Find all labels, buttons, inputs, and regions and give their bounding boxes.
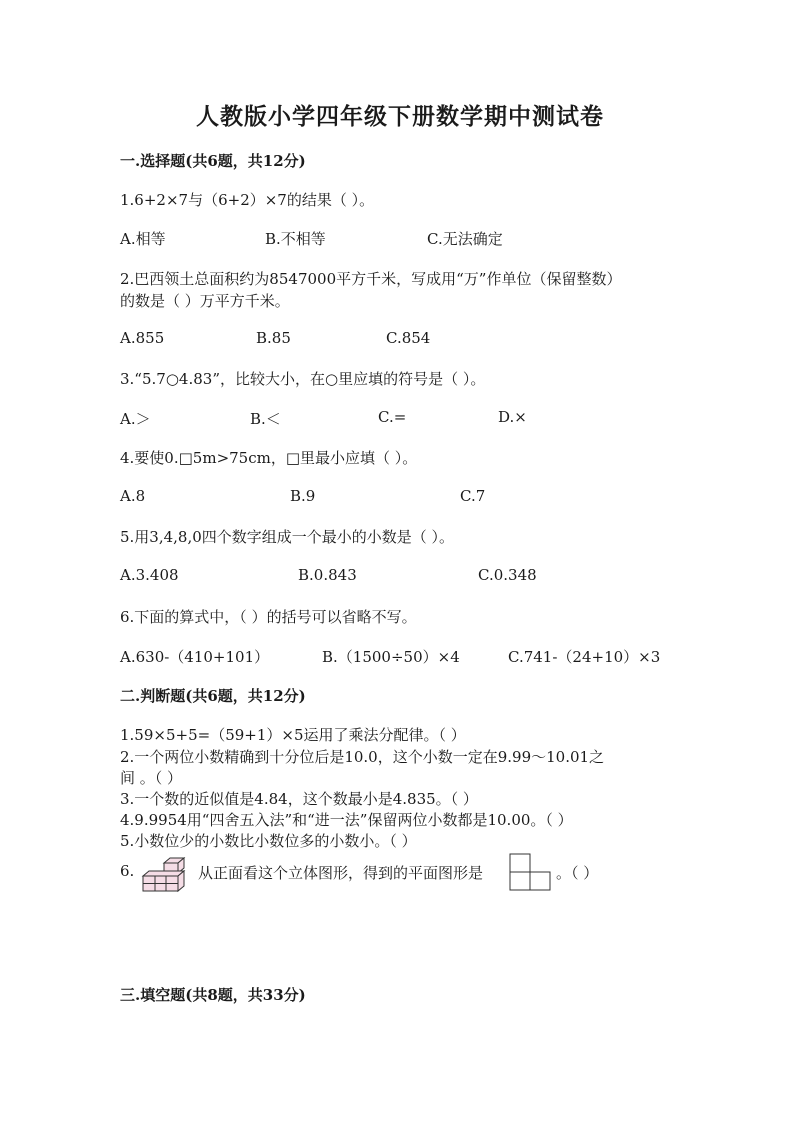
s1-q3-option-d: D.× bbox=[498, 408, 527, 426]
front-view-figure bbox=[508, 852, 552, 892]
section-1-heading: 一.选择题(共6题，共12分) bbox=[120, 152, 306, 170]
s1-q2-option-a: A.855 bbox=[120, 329, 165, 347]
s1-q4-option-b: B.9 bbox=[290, 487, 316, 505]
section-2-heading: 二.判断题(共6题，共12分) bbox=[120, 687, 306, 705]
s2-q4-text: 4.9.9954用“四舍五入法”和“进一法”保留两位小数都是10.00。（ ） bbox=[120, 811, 573, 829]
s1-q4-option-a: A.8 bbox=[120, 487, 146, 505]
s1-q3-text: 3.“5.7○4.83”，比较大小，在○里应填的符号是（ ）。 bbox=[120, 370, 486, 388]
s1-q4-option-c: C.7 bbox=[460, 487, 486, 505]
s2-q6-tail: 。（ ） bbox=[556, 864, 599, 882]
s1-q6-text: 6.下面的算式中，（ ）的括号可以省略不写。 bbox=[120, 608, 417, 626]
s1-q1-option-b: B.不相等 bbox=[265, 230, 326, 248]
s2-q1-text: 1.59×5+5=（59+1）×5运用了乘法分配律。（ ） bbox=[120, 726, 466, 744]
s1-q1-option-a: A.相等 bbox=[120, 230, 166, 248]
s1-q6-option-b: B.（1500÷50）×4 bbox=[322, 648, 460, 666]
page-title: 人教版小学四年级下册数学期中测试卷 bbox=[196, 103, 604, 130]
s1-q3-option-b: B.＜ bbox=[250, 410, 281, 428]
s1-q2-option-b: B.85 bbox=[256, 329, 291, 347]
s2-q5-text: 5.小数位少的小数比小数位多的小数小。（ ） bbox=[120, 832, 417, 850]
s1-q2-line1: 2.巴西领土总面积约为8547000平方千米，写成用“万”作单位（保留整数） bbox=[120, 270, 622, 288]
s1-q2-option-c: C.854 bbox=[386, 329, 431, 347]
section-3-heading: 三.填空题(共8题，共33分) bbox=[120, 986, 306, 1004]
s1-q1-text: 1.6+2×7与（6+2）×7的结果（ ）。 bbox=[120, 191, 375, 209]
s1-q5-option-a: A.3.408 bbox=[120, 566, 179, 584]
s1-q1-option-c: C.无法确定 bbox=[427, 230, 503, 248]
s1-q5-text: 5.用3,4,8,0四个数字组成一个最小的小数是（ ）。 bbox=[120, 528, 455, 546]
s1-q3-option-a: A.＞ bbox=[120, 410, 151, 428]
s2-q2-line2: 间 。（ ） bbox=[120, 769, 183, 787]
s2-q6-text: 从正面看这个立体图形，得到的平面图形是 bbox=[198, 864, 484, 882]
s1-q2-line2: 的数是（ ）万平方千米。 bbox=[120, 292, 290, 310]
s1-q3-option-c: C.= bbox=[378, 408, 407, 426]
s2-q2-line1: 2.一个两位小数精确到十分位后是10.0，这个小数一定在9.99～10.01之 bbox=[120, 748, 605, 766]
s1-q6-option-c: C.741-（24+10）×3 bbox=[508, 648, 661, 666]
s2-q3-text: 3.一个数的近似值是4.84，这个数最小是4.835。（ ） bbox=[120, 790, 478, 808]
s1-q5-option-b: B.0.843 bbox=[298, 566, 357, 584]
s1-q6-option-a: A.630-（410+101） bbox=[120, 648, 270, 666]
s2-q6-number: 6. bbox=[120, 862, 135, 880]
s1-q4-text: 4.要使0.□5m>75cm，□里最小应填（ ）。 bbox=[120, 449, 418, 467]
s1-q5-option-c: C.0.348 bbox=[478, 566, 537, 584]
cube-stack-figure bbox=[140, 857, 188, 893]
